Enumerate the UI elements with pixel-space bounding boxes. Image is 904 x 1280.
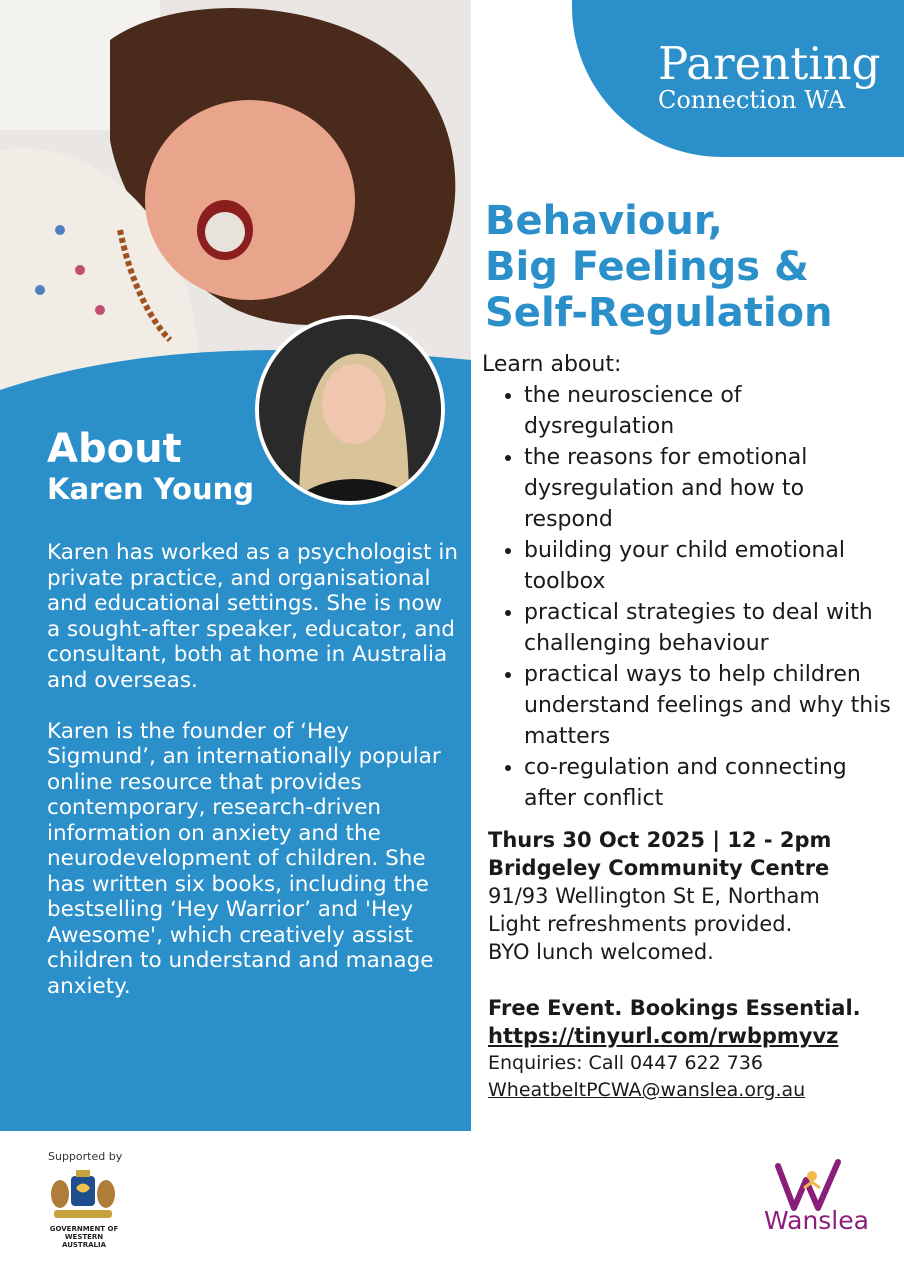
refreshments-note: Light refreshments provided.: [488, 912, 793, 936]
free-event-note: Free Event. Bookings Essential.: [488, 996, 861, 1020]
brand-title: Parenting: [658, 37, 881, 90]
event-title-line: Self-Regulation: [485, 290, 833, 336]
bio-paragraph: Karen is the founder of ‘Hey Sigmund’, an internationally popular online resource that provides contemporary, research-driven information on anxiety and the neurodevelopment of children. She has written six books, including the bestselling ‘Hey Warrior’ and 'Hey Awesome', which creatively assist children to understand and manage anxiety.: [47, 718, 441, 999]
event-address: 91/93 Wellington St E, Northam: [488, 884, 820, 908]
bio-paragraph: Karen has worked as a psychologist in private practice, and organisational and educational settings. She is now a sought-after speaker, educator, and consultant, both at home in Australia and overseas.: [47, 540, 458, 693]
supported-by-label: Supported by: [48, 1150, 123, 1163]
learn-about-section: [482, 349, 892, 814]
wanslea-wordmark: Wanslea: [764, 1206, 869, 1235]
about-panel: [0, 0, 471, 1131]
event-datetime: Thurs 30 Oct 2025 | 12 - 2pm: [488, 828, 832, 852]
list-item: • practical ways to help children understand feelings and why this matters: [524, 659, 892, 752]
karen-young-portrait: [255, 315, 445, 505]
event-title-line: Big Feelings &: [485, 244, 809, 290]
learn-heading: Learn about:: [482, 352, 622, 377]
topics-list: [482, 380, 892, 814]
list-item: • practical strategies to deal with challenging behaviour: [524, 597, 892, 659]
government-label: GOVERNMENT OF WESTERN AUSTRALIA: [49, 1225, 119, 1249]
event-venue: Bridgeley Community Centre: [488, 856, 830, 880]
enquiries-phone: Enquiries: Call 0447 622 736: [488, 1052, 764, 1074]
booking-link[interactable]: https://tinyurl.com/rwbpmyvz: [488, 1024, 839, 1048]
event-title: [485, 198, 832, 336]
about-heading: About: [47, 426, 182, 472]
list-item: • building your child emotional toolbox: [524, 535, 892, 597]
brand-subtitle: Connection WA: [658, 86, 846, 114]
speaker-name: Karen Young: [47, 472, 255, 506]
event-title-line: Behaviour,: [485, 198, 723, 244]
list-item: • the reasons for emotional dysregulation and how to respond: [524, 442, 892, 535]
lunch-note: BYO lunch welcomed.: [488, 940, 714, 964]
list-item: • the neuroscience of dysregulation: [524, 380, 892, 442]
speaker-bio: [47, 540, 459, 1025]
enquiries-email-link[interactable]: WheatbeltPCWA@wanslea.org.au: [488, 1079, 806, 1101]
wa-government-crest-icon: [46, 1168, 120, 1222]
list-item: • co-regulation and connecting after conflict: [524, 752, 892, 814]
event-details: [488, 826, 893, 1104]
